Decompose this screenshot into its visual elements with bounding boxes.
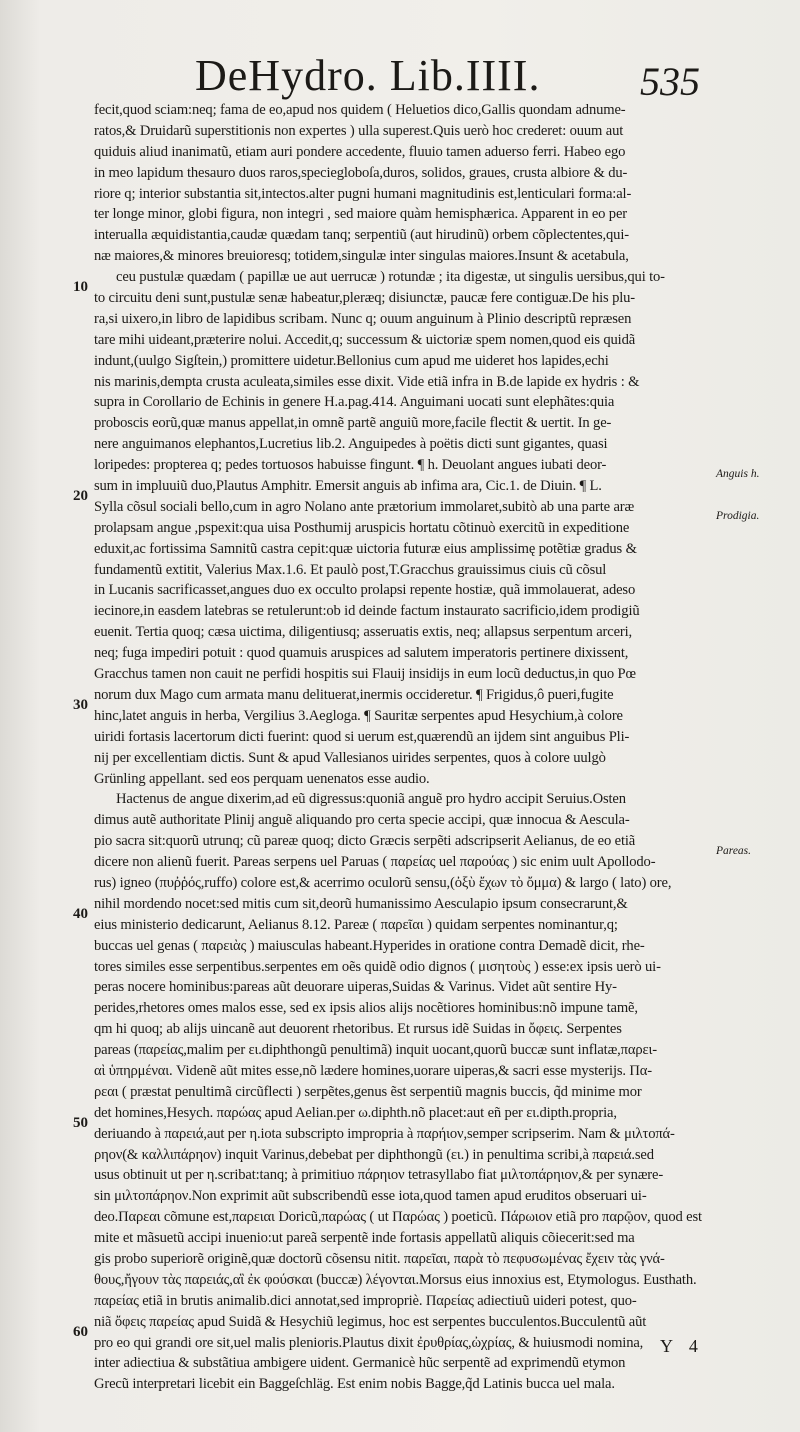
margin-note-pareas: Pareas. xyxy=(716,845,752,857)
text-line: in meo lapidum thesauro duos raros,speciegloboſa,duros, solidos, graues, crusta albiore & du- xyxy=(94,164,628,181)
text-line: proboscis eorũ,quæ manus appellat,in omnẽ partẽ anguiũ more,facile flectit & uertit. In ge- xyxy=(94,415,612,432)
text-line: ρηον(& καλλιπάρηον) inquit Varinus,debebat per diphthongũ (ει.) in penultima scribi,à παρειά.sed xyxy=(94,1146,654,1163)
text-line: nij per excellentiam dictis. Sunt & apud Vallesianos uirides serpentes, quos à colore uulgò xyxy=(94,749,606,766)
text-line: næ maiores,& minores breuioresq; totidem,singulæ inter singulas maiores.Insunt & acetabula, xyxy=(94,248,629,265)
text-line: quiduis aliud inanimatũ, etiam auri pondere accedente, fluuio tamen aduerso ferri. Habeo ego xyxy=(94,143,626,160)
text-line: niã ὄφεις παρείας apud Suidã & Hesychiũ legimus, hoc est serpentes bucculentos.Bucculentũ aũt xyxy=(94,1313,647,1330)
text-line: interualla æquidistantia,caudæ quædam tanq; serpentiũ (aut hirudinũ) orbem cõplectentes,qui- xyxy=(94,227,629,244)
text-line: gis probo superiorẽ originẽ,quæ doctorũ cõsensu nitit. παρεῖαι, παρὰ τὸ πεφυσωμένας ἔχειν τὰς γνά- xyxy=(94,1250,665,1267)
text-line: sin μιλτοπάρηον.Non exprimit aũt subscribendũ esse iota,quod tamen apud eruditos obseruari ui- xyxy=(94,1188,647,1205)
margin-note-prodigia: Prodigia. xyxy=(716,510,760,522)
text-line: det homines,Hesych. παρώας apud Aelian.per ω.diphth.nõ placet:aut eñ per ει.dipth.propria, xyxy=(94,1104,617,1121)
text-line: tare mihi uideant,præterire nolui. Accedit,q; successum & uictoriæ spem nomen,quod eis quidã xyxy=(94,331,636,348)
text-line: supra in Corollario de Echinis in genere H.a.pag.414. Anguimani uocati sunt elephãtes:quia xyxy=(94,394,615,411)
text-line: nis marinis,dempta crusta aculeata,similes esse dixit. Vide etiã infra in B.de lapide ex hydris : & xyxy=(94,373,640,390)
text-line: ρεαι ( præstat penultimã circũflecti ) serpẽtes,genus ẽst serpentiũ magnis buccis, q̃d minime mor xyxy=(94,1083,642,1100)
line-number-50: 50 xyxy=(73,1115,88,1131)
line-number-10: 10 xyxy=(73,279,88,295)
text-line: indunt,(uulgo Sigſtein,) promittere uidetur.Bellonius cum apud me uideret hos lapides,echi xyxy=(94,352,609,369)
text-line: prolapsam angue ,pspexit:qua uisa Posthumij aruspicis hortatu cõtinuò exercitũ in expeditione xyxy=(94,519,630,536)
text-line: fundamentũ extitit, Valerius Max.1.6. Et paulò post,T.Gracchus grauissimus ciuis cũ cõsul xyxy=(94,561,607,578)
text-line: mite et mãsuetũ accipi inuenio:ut pareã serpentẽ inde fortasis appellatũ aliquis cõiecerit:sed ma xyxy=(94,1230,635,1247)
text-line: nere anguimanos elephantos,Lucretius lib.2. Anguipedes à poëtis dicti sunt gigantes, quasi xyxy=(94,436,608,453)
text-line: ra,si uixero,in libro de lapidibus scribam. Nunc q; ouum anguinum à Plinio descriptũ repræsen xyxy=(94,310,632,327)
text-line: buccas uel genas ( παρειὰς ) maiusculas habeant.Hyperides in oratione contra Demadẽ dicit, rhe- xyxy=(94,937,645,954)
signature-mark: Y 4 xyxy=(660,1336,704,1356)
text-line: in Lucanis sacrificasset,angues duo ex occulto prolapsi repente hostiæ, quã immolauerat, adeso xyxy=(94,582,636,599)
text-line: nihil mordendo nocet:sed mitis cum sit,deorũ humanissimo Aesculapio ipsum consecrarunt,& xyxy=(94,895,628,912)
text-line: sum in impluuiũ duo,Plautus Amphitr. Emersit anguis ab infima ara, Cic.1. de Diuin. ¶ L. xyxy=(94,478,602,495)
line-number-60: 60 xyxy=(73,1324,88,1340)
text-line: inter adiectiua & substãtiua ambigere uident. Germanicè hũc serpentẽ ad exprimendũ etymon xyxy=(94,1355,626,1372)
text-line: deo.Παρεαι cõmune est,παρειαι Doricũ,παρώας ( ut Παρώας ) poeticũ. Πάρωιον etiã pro παρῷον, quod est xyxy=(94,1209,702,1226)
text-line: αὶ ὑπηρμέναι. Videnẽ aũt mites esse,nõ lædere homines,uorare uiperas,& sacri esse mysterijs. Πα- xyxy=(94,1062,652,1079)
text-line: Grünling appellant. sed eos perquam uenenatos esse audio. xyxy=(94,770,430,787)
text-line: Gracchus tamen non cauit ne perfidi hospitis sui Flauij insidijs in eum locũ deductus,in quo Pœ xyxy=(94,666,636,683)
text-line: hinc,latet anguis in herba, Vergilius 3.Aegloga. ¶ Sauritæ serpentes apud Hesychium,à colore xyxy=(94,707,623,724)
text-line: Sylla cõsul sociali bello,cum in agro Nolano ante prætorium immolaret,subitò ab una parte aræ xyxy=(94,498,635,515)
text-line: tores similes esse serpentibus.serpentes em oẽs quidẽ odio dignos ( μισητοὺς ) esse:ex ipsis uerò ui- xyxy=(94,958,661,975)
text-line: ratos,& Druidarũ superstitionis non expertes ) ulla superest.Quis uerò hoc crederet: ouum aut xyxy=(94,122,624,139)
text-line: iecinore,in easdem latebras se retulerunt:ob id deinde factum instaurato sacrificio,idem prodigiũ xyxy=(94,603,640,620)
line-number-40: 40 xyxy=(73,906,88,922)
text-line: usus obtinuit ut per η.scribat:tanq; à primitiuo πάρηιον tetrasyllabo fiat μιλτοπάρηιον,& per synære- xyxy=(94,1167,664,1184)
text-line: pio sacra sit:quorũ utrunq; cũ pareæ quoq; dicto Græcis serpẽti adscripserit Aelianus, de eo etiã xyxy=(94,833,636,850)
text-line: dimus autẽ authoritate Plinij anguẽ aliquando pro certa specie accipi, quæ innocua & Aescula- xyxy=(94,812,630,829)
text-line: norum dux Mago cum armata manu delituerat,inermis occideretur. ¶ Frigidus,ô pueri,fugite xyxy=(94,686,614,703)
text-line: perides,rhetores omes malos esse, sed ex ipsis alios alijs nocẽtiores hominibus:nõ impune tamẽ, xyxy=(94,1000,638,1017)
page-number: 535 xyxy=(640,59,700,104)
text-line: riore q; interior substantia sit,intectos.alter pugni humani magnitudinis est,lenticulari forma:al- xyxy=(94,185,632,202)
text-line: euenit. Tertia quoq; cæsa uictima, diligentiusq; asseruatis extis, neq; allapsus serpentum arceri, xyxy=(94,624,633,641)
text-line: fecit,quod sciam:neq; fama de eo,apud nos quidem ( Heluetios dico,Gallis quondam adnume- xyxy=(94,102,626,118)
text-line: ceu pustulæ quædam ( papillæ ue aut uerrucæ ) rotundæ ; ita digestæ, ut singulis uersibus,qui to- xyxy=(116,269,665,286)
text-line: qm hi quoq; ab alijs uincanẽ aut deuorent rhetoribus. Et rursus idẽ Suidas in ὄφεις. Serpentes xyxy=(94,1021,622,1038)
text-line: loripedes: propterea q; pedes tortuosos habuisse fingunt. ¶ h. Deuolant angues iubati deor- xyxy=(94,457,607,474)
text-line: θους,ἤγουν τὰς παρειάς,αἳ ἐκ φούσκαι (buccæ) λέγονται.Morsus eius innoxius est, Etymologus. Eusthath. xyxy=(94,1271,697,1288)
text-line: dicere non alienũ fuerit. Pareas serpens uel Paruas ( παρείας uel παρούας ) sic enim uult Apollodo- xyxy=(94,854,656,871)
text-line: to circuitu deni sunt,pustulæ senæ habeatur,pleræq; disiunctæ, paucæ fere contiguæ.De his plu- xyxy=(94,290,635,307)
text-line: Grecũ interpretari licebit ein Baggeſchläg. Est enim nobis Bagge,q̃d Latinis bucca uel mala. xyxy=(94,1376,615,1393)
text-line: Hactenus de angue dixerim,ad eũ digressus:quoniã anguẽ pro hydro accipit Seruius.Osten xyxy=(116,791,626,808)
text-line: neq; fuga impediri potuit : quod quamuis aruspices ad salutem imperatoris pertinere dixissent, xyxy=(94,645,629,662)
text-line: uiridi fortasis lacertorum dicti fuerint: quod si uerum est,quærendũ an ijdem sint anguibus Pli- xyxy=(94,728,630,745)
text-line: eduxit,ac fortissima Samnitũ castra cepit:quæ uictoria futuræ eius amplissimę potẽtiæ gradus & xyxy=(94,540,637,557)
body-text xyxy=(94,100,714,1395)
text-line: pareas (παρείας,malim per ει.diphthongũ penultimã) inquit uocant,quorũ buccæ sunt inflatæ,παρει- xyxy=(94,1042,657,1059)
line-number-20: 20 xyxy=(73,488,88,504)
line-number-30: 30 xyxy=(73,697,88,713)
text-line: eius ministerio dedicarunt, Aelianus 8.12. Pareæ ( παρεῖαι ) quidam serpentes nominantur,q; xyxy=(94,916,618,933)
text-line: pro eo qui grandi ore sit,uel malis plenioris.Plautus dixit ἐρυθρίας,ὠχρίας, & huiusmodi nomina, xyxy=(94,1334,644,1351)
text-line: peras nocere hominibus:pareas aũt deuorare uiperas,Suidas & Varinus. Videt aũt sentire Hy- xyxy=(94,979,617,996)
running-title: DeHydro. Lib.IIII. xyxy=(195,51,541,100)
text-line: ter longe minor, globi figura, non integri , sed maiore quàm hemisphærica. Apparent in eo per xyxy=(94,206,627,223)
text-line: rus) igneo (πυῤῥός,ruffo) colore est,& acerrimo oculorũ sensu,(ὀξὺ ἔχων τὸ ὄμμα) & largo ( lato) ore, xyxy=(94,874,672,891)
margin-note-anguis: Anguis h. xyxy=(716,468,760,480)
text-line: deriuando à παρειά,aut per η.iota subscripto impropria à παρήιον,semper scripserim. Nam & μιλτοπά- xyxy=(94,1125,675,1142)
text-line: παρείας etiã in brutis animalib.dici annotat,sed impropriè. Παρείας adiectiuũ uideri potest, quo- xyxy=(94,1292,637,1309)
